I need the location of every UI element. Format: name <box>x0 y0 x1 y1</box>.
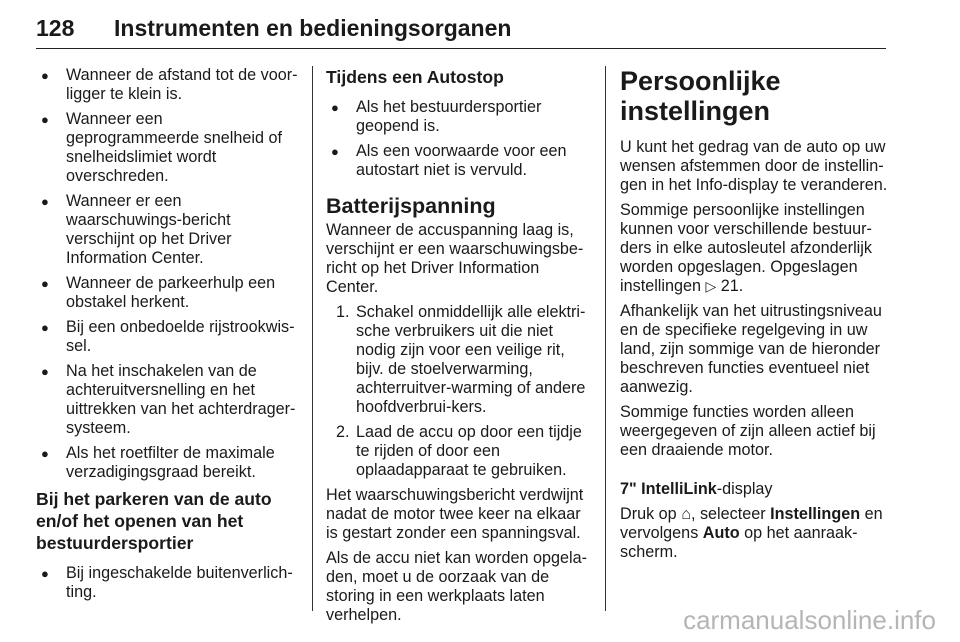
column-1 <box>36 66 298 608</box>
section-heading: Batterijspanning <box>326 194 496 218</box>
page-number: 128 <box>36 15 75 41</box>
list-item: ● Wanneer een geprogrammeerde snelheid of snelheidslimiet wordt overschreden. <box>36 110 298 186</box>
list-item: ● Wanneer de afstand tot de voor-ligger te klein is. <box>36 66 298 104</box>
paragraph: Druk op ⌂, selecteer Instellingen en vervolgens Auto op het aanraak-scherm. <box>620 505 883 561</box>
warning-list <box>36 66 298 482</box>
column-3 <box>620 66 888 568</box>
paragraph: U kunt het gedrag van de auto op uw wensen afstemmen door de instellin-gen in het Info-display te veranderen. <box>620 138 888 194</box>
paragraph: Sommige persoonlijke instellingen kunnen voor verschillende bestuur-ders in elke autosleutel afzonderlijk worden opgeslagen. Opgeslagen instellingen ▷ 21. <box>620 201 872 295</box>
list-item: ● Wanneer er een waarschuwings-bericht verschijnt op het Driver Information Center. <box>36 192 298 268</box>
column-divider <box>605 66 606 611</box>
list-item: ● Als het roetfilter de maximale verzadigingsgraad bereikt. <box>36 444 298 482</box>
section-subheading: Tijdens een Autostop <box>326 67 504 87</box>
home-icon: ⌂ <box>681 505 691 523</box>
page-title: Instrumenten en bedieningsorganen <box>114 15 512 41</box>
column-divider <box>312 66 313 611</box>
autostop-list <box>326 98 588 180</box>
list-item: 1. Schakel onmiddellijk alle elektri-sche verbruikers uit die niet nodig zijn voor een veilige rit, bijv. de stoelverwarming, achterruitver-warming of andere hoofdverbrui-kers. <box>336 303 586 416</box>
list-item: ● Na het inschakelen van de achteruitversnelling en het uittrekken van het achterdrager-systeem. <box>36 362 298 438</box>
paragraph: Als de accu niet kan worden opgela-den, moet u de oorzaak van de storing in een werkplaats laten verhelpen. <box>326 549 587 624</box>
paragraph: Sommige functies worden alleen weergegeven of zijn alleen actief bij een draaiende motor. <box>620 403 876 459</box>
list-item: ● Als het bestuurdersportier geopend is. <box>326 98 588 136</box>
list-item: 2. Laad de accu op door een tijdje te rijden of door een oplaadapparaat te gebruiken. <box>336 423 582 479</box>
steps-list <box>326 303 588 480</box>
list-item: ● Wanneer de parkeerhulp een obstakel herkent. <box>36 274 298 312</box>
column-2 <box>326 66 588 631</box>
section-heading: Persoonlijke instellingen <box>620 66 781 126</box>
watermark: carmanualsonline.info <box>683 605 936 635</box>
display-label: 7" IntelliLink-display <box>620 480 773 498</box>
section-subheading: Bij het parkeren van de auto en/of het openen van het bestuurdersportier <box>36 489 272 553</box>
list-item: ● Bij ingeschakelde buitenverlich-ting. <box>36 564 298 602</box>
paragraph: Het waarschuwingsbericht verdwijnt nadat de motor twee keer na elkaar is gestart zonder een spanningsval. <box>326 486 584 542</box>
list-item: ● Bij een onbedoelde rijstrookwis-sel. <box>36 318 298 356</box>
list-item: ● Als een voorwaarde voor een autostart niet is vervuld. <box>326 142 588 180</box>
page-reference-arrow-icon[interactable]: ▷ <box>705 278 717 294</box>
page-reference-number[interactable]: 21 <box>720 277 739 295</box>
page-header <box>36 8 886 49</box>
parking-list <box>36 564 298 602</box>
paragraph: Afhankelijk van het uitrustingsniveau en de specifieke regelgeving in uw land, zijn sommige van de hieronder beschreven functies eventueel niet aanwezig. <box>620 302 882 396</box>
paragraph: Wanneer de accuspanning laag is, verschijnt er een waarschuwingsbe-richt op het Driver Information Center. <box>326 221 584 296</box>
